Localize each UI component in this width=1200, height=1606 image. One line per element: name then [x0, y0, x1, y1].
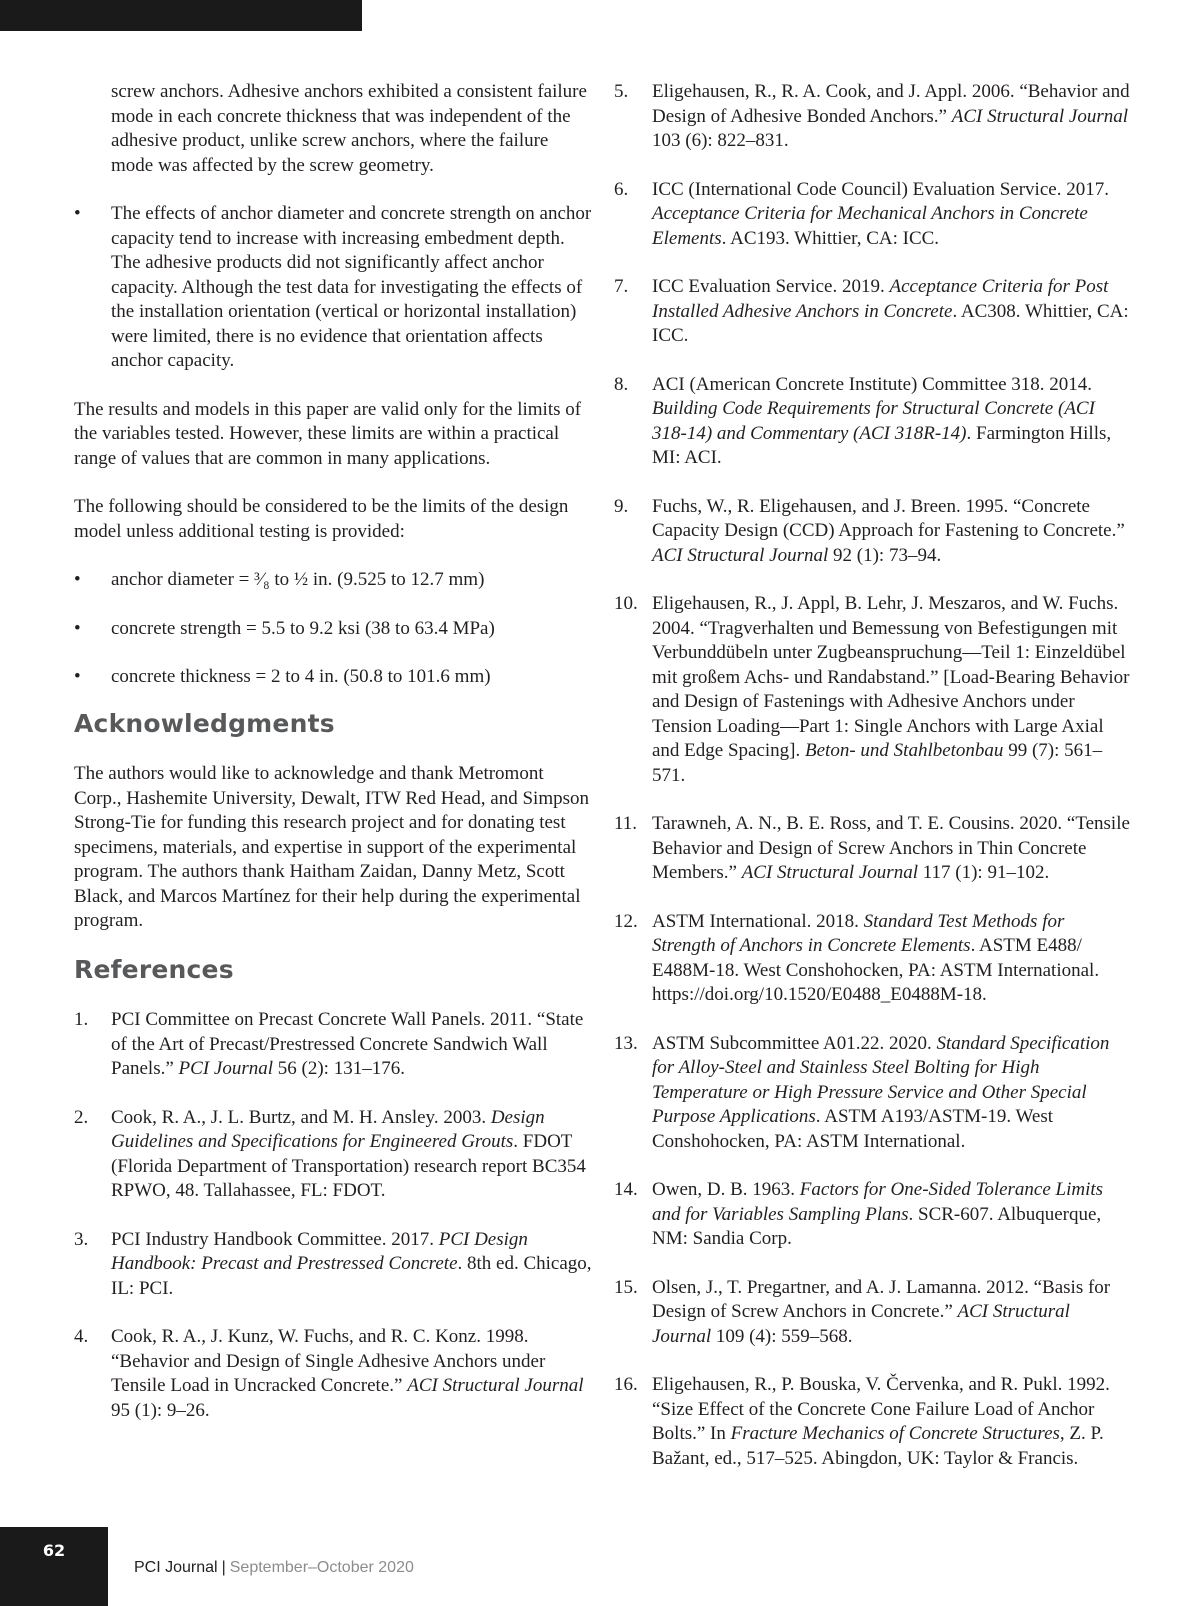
reference-title: Design Guidelines and Specifications for Engineered Grouts	[111, 1106, 545, 1152]
reference-title: ACI Structural Journal	[652, 1301, 1070, 1347]
bullet-dot: •	[74, 617, 81, 639]
reference-number: 6.	[614, 178, 629, 200]
reference-text: Eligehausen, R., P. Bouska, V. Červenka, and R. Pukl. 1992. “Size Effect of the Concrete Cone Failure Load of Anchor Bolts.” In	[652, 1374, 1110, 1444]
reference-text: 92 (1): 73–94.	[828, 544, 942, 566]
reference-title: PCI Design Handbook: Precast and Prestressed Concrete	[111, 1228, 528, 1274]
reference-item	[614, 812, 1130, 886]
reference-text: Eligehausen, R., J. Appl, B. Lehr, J. Meszaros, and W. Fuchs. 2004. “Tragverhalten und Bemessung von Befestigungen mit Verbunddübeln unter Zugbeanspruchung—Teil 1: Einzeldübel mit großem Achs- und Randabstand.” [Load-Bearing Behavior and Design of Fastenings with Adhesive Anchors under Tension Loading—Part 1: Single Anchors with Large Axial and Edge Spacing].	[652, 593, 1130, 761]
top-bar	[0, 0, 362, 31]
reference-title: Acceptance Criteria for Mechanical Anchors in Concrete Elements	[652, 203, 1088, 249]
reference-number: 12.	[614, 910, 638, 932]
bullet-dot: •	[74, 666, 81, 687]
reference-number: 3.	[74, 1228, 89, 1250]
reference-title: Fracture Mechanics of Concrete Structures	[730, 1423, 1060, 1444]
reference-title: ACI Structural Journal	[741, 862, 918, 883]
reference-title: Acceptance Criteria for Post Installed Adhesive Anchors in Concrete	[652, 276, 1109, 322]
reference-text: ACI (American Concrete Institute) Committee 318. 2014.	[652, 373, 1093, 395]
limit-item	[74, 665, 592, 690]
reference-number: 5.	[614, 81, 629, 102]
reference-number: 7.	[614, 276, 629, 297]
reference-item	[614, 1032, 1130, 1155]
bullet-dot: •	[74, 569, 81, 590]
reference-text: 56 (2): 131–176.	[273, 1058, 405, 1079]
reference-title: Standard Test Methods for Strength of Anchors in Concrete Elements	[652, 910, 1065, 956]
reference-text: ICC Evaluation Service. 2019.	[652, 276, 890, 297]
reference-title: ACI Structural Journal	[652, 544, 829, 566]
reference-item	[614, 1276, 1130, 1350]
reference-number: 2.	[74, 1106, 89, 1128]
reference-item	[614, 373, 1130, 471]
reference-item	[74, 1008, 592, 1082]
reference-text: . ASTM A193/ASTM-19. West Conshohocken, PA: ASTM International.	[652, 1106, 1054, 1152]
reference-number: 9.	[614, 495, 629, 517]
acknowledgments-paragraph: The authors would like to acknowledge and thank Metromont Corp., Hashemite University, Dewalt, ITW Red Head, and Simpson Strong-Tie for funding this research project and for donating test specimens, materials, and expertise in support of the experimental program. The authors thank Haitham Zaidan, Danny Metz, Scott Black, and Marcos Martínez for their help during the experimental program.	[74, 763, 590, 931]
reference-text: Owen, D. B. 1963.	[652, 1179, 800, 1200]
footer-issue: September–October 2020	[229, 1559, 414, 1576]
reference-item	[614, 275, 1130, 349]
reference-text: ICC (International Code Council) Evaluation Service. 2017.	[652, 178, 1109, 200]
reference-text: Eligehausen, R., R. A. Cook, and J. Appl. 2006. “Behavior and Design of Adhesive Bonded Anchors.”	[652, 81, 1130, 127]
reference-title: PCI Journal	[178, 1058, 274, 1079]
reference-title: ACI Structural Journal	[407, 1375, 584, 1396]
reference-item	[614, 592, 1130, 788]
reference-text: . AC193. Whittier, CA: ICC.	[721, 227, 940, 249]
reference-number: 14.	[614, 1179, 638, 1200]
reference-text: PCI Industry Handbook Committee. 2017.	[111, 1228, 439, 1250]
reference-text: 109 (4): 559–568.	[711, 1325, 853, 1347]
reference-number: 11.	[614, 813, 638, 834]
reference-text: Fuchs, W., R. Eligehausen, and J. Breen. 1995. “Concrete Capacity Design (CCD) Approach for Fastening to Concrete.”	[652, 495, 1125, 541]
acknowledgments-heading: Acknowledgments	[74, 708, 335, 738]
reference-number: 13.	[614, 1032, 638, 1054]
limit-item	[74, 617, 592, 642]
reference-text: , Z. P. Bažant, ed., 517–525. Abingdon, UK: Taylor & Francis.	[652, 1423, 1104, 1469]
limit-item-text: anchor diameter = ³⁄₈ to ½ in. (9.525 to 12.7 mm)	[111, 569, 485, 590]
reference-text: Tarawneh, A. N., B. E. Ross, and T. E. Cousins. 2020. “Tensile Behavior and Design of Screw Anchors in Thin Concrete Members.”	[652, 813, 1130, 883]
reference-number: 10.	[614, 593, 638, 614]
bullet-effects	[74, 202, 592, 374]
reference-text: 117 (1): 91–102.	[917, 862, 1050, 883]
reference-text: . 8th ed. Chicago, IL: PCI.	[111, 1253, 592, 1299]
limits-intro-paragraph: The following should be considered to be the limits of the design model unless additional testing is provided:	[74, 496, 569, 542]
reference-title: Factors for One-Sided Tolerance Limits and for Variables Sampling Plans	[652, 1179, 1104, 1225]
validity-paragraph: The results and models in this paper are valid only for the limits of the variables tested. However, these limits are within a practical range of values that are common in many applications.	[74, 398, 582, 469]
reference-text: . ASTM E488/ E488M-18. West Conshohocken, PA: ASTM International. https://doi.org/10.1520/E0488_E0488M-18.	[652, 935, 1100, 1005]
reference-number: 4.	[74, 1326, 89, 1347]
footer-journal: PCI Journal	[134, 1559, 218, 1576]
footer-separator: |	[221, 1559, 226, 1576]
limit-item	[74, 568, 592, 593]
limit-item-text: concrete thickness = 2 to 4 in. (50.8 to 101.6 mm)	[111, 666, 491, 687]
reference-number: 1.	[74, 1009, 89, 1030]
page-number: 62	[42, 1541, 66, 1560]
right-column	[614, 80, 1130, 1495]
reference-item	[614, 495, 1130, 569]
reference-text: ASTM International. 2018.	[652, 910, 864, 932]
bullet-dot: •	[74, 203, 81, 224]
reference-title: ACI Structural Journal	[951, 105, 1129, 127]
reference-text: . Farmington Hills, MI: ACI.	[652, 422, 1112, 468]
reference-text: 103 (6): 822–831.	[652, 130, 789, 151]
reference-title: Beton- und Stahlbetonbau	[805, 740, 1004, 761]
reference-number: 16.	[614, 1374, 638, 1395]
bullet-effects-text: The effects of anchor diameter and concrete strength on anchor capacity tend to increase with increasing embedment depth. The adhesive products did not significantly affect anchor capacity. Although the test data for investigating the effects of the installation orientation (vertical or horizontal installation) were limited, there is no evidence that orientation affects anchor capacity.	[111, 203, 592, 371]
reference-text: PCI Committee on Precast Concrete Wall Panels. 2011. “State of the Art of Precast/Prestressed Concrete Sandwich Wall Panels.”	[111, 1009, 584, 1079]
reference-text: . SCR-607. Albuquerque, NM: Sandia Corp.	[652, 1203, 1102, 1249]
reference-text: . FDOT (Florida Department of Transportation) research report BC354 RPWO, 48. Tallahassee, FL: FDOT.	[111, 1131, 586, 1201]
limit-item-text: concrete strength = 5.5 to 9.2 ksi (38 to 63.4 MPa)	[111, 617, 495, 639]
reference-number: 8.	[614, 373, 629, 395]
reference-title: Standard Specification for Alloy-Steel and Stainless Steel Bolting for High Temperature or High Pressure Service and Other Special Purpose Applications	[652, 1032, 1110, 1127]
reference-text: 95 (1): 9–26.	[111, 1399, 210, 1421]
references-heading: References	[74, 954, 234, 984]
reference-item	[74, 1106, 592, 1204]
reference-text: 99 (7): 561–571.	[652, 740, 1103, 786]
continued-paragraph: screw anchors. Adhesive anchors exhibited a consistent failure mode in each concrete thickness that was independent of the adhesive product, unlike screw anchors, where the failure mode was affected by the screw geometry.	[111, 81, 587, 176]
reference-title: Building Code Requirements for Structural Concrete (ACI 318-14) and Commentary (ACI 318R-14)	[652, 398, 1095, 444]
references-list-left	[74, 1008, 592, 1423]
footer-running-title	[134, 1559, 414, 1577]
reference-text: Cook, R. A., J. Kunz, W. Fuchs, and R. C. Konz. 1998. “Behavior and Design of Single Adhesive Anchors under Tensile Load in Uncracked Concrete.”	[111, 1326, 546, 1396]
reference-text: Cook, R. A., J. L. Burtz, and M. H. Ansley. 2003.	[111, 1106, 491, 1128]
reference-item	[614, 1373, 1130, 1471]
left-column	[74, 80, 592, 1447]
reference-item	[614, 910, 1130, 1008]
reference-item	[614, 80, 1130, 154]
reference-item	[74, 1325, 592, 1423]
reference-item	[614, 178, 1130, 252]
reference-text: ASTM Subcommittee A01.22. 2020.	[652, 1032, 937, 1054]
reference-text: . AC308. Whittier, CA: ICC.	[652, 300, 1129, 346]
reference-item	[74, 1228, 592, 1302]
footer-page-block	[0, 1527, 108, 1606]
reference-item	[614, 1178, 1130, 1252]
reference-number: 15.	[614, 1276, 638, 1298]
references-list-right	[614, 80, 1130, 1471]
reference-text: Olsen, J., T. Pregartner, and A. J. Lamanna. 2012. “Basis for Design of Screw Anchors in Concrete.”	[652, 1276, 1111, 1322]
